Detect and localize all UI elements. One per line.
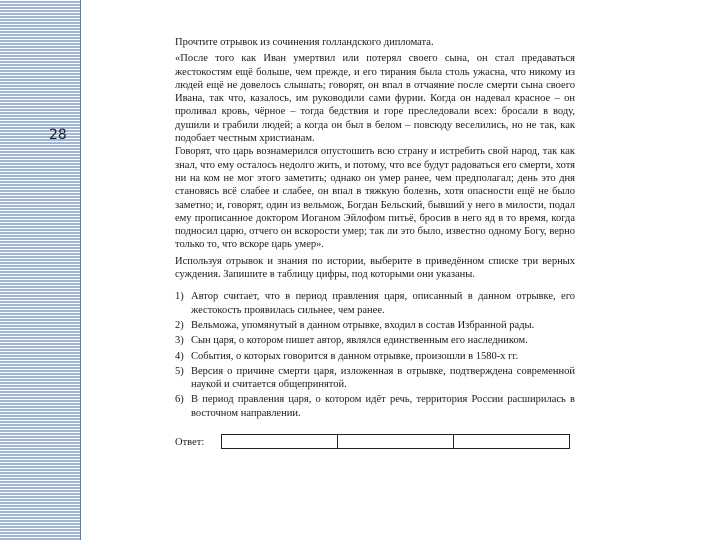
option-number: 2) <box>175 319 184 331</box>
option-number: 4) <box>175 350 184 362</box>
option-text: Сын царя, о котором пишет автор, являлся единственным его наследником. <box>191 335 528 347</box>
source-paragraph-1: «После того как Иван умертвил или потерял своего сына, он стал предаваться жестокостям ещё больше, чем прежде, и его тирания была столь ужасна, что никому из людей ещё не довелось слышать; говорят, он впал в отчаяние после смерти сына своего Ивана, так что, казалось, им руководили сами фурии. Когда он надевал красное – он проливал кровь, чёрное – тогда бедствия и горе преследовали всех: бросали в воду, душили и грабили людей; а когда он был в белом – повсюду веселились, но не так, как подобает честным христианам. <box>175 53 575 145</box>
answer-option <box>175 350 575 363</box>
answer-table <box>221 434 570 449</box>
option-text: События, о которых говорится в данном отрывке, произошли в 1580-х гг. <box>191 350 519 362</box>
option-number: 6) <box>175 394 184 406</box>
option-number: 5) <box>175 365 184 377</box>
answer-option <box>175 334 575 347</box>
option-text: Версия о причине смерти царя, изложенная в отрывке, подтверждена современной наукой и считается общепринятой. <box>191 365 575 391</box>
answer-cell-3[interactable] <box>454 435 570 449</box>
option-number: 1) <box>175 291 184 303</box>
option-text: Вельможа, упомянутый в данном отрывке, входил в состав Избранной рады. <box>191 319 535 331</box>
answer-option <box>175 290 575 317</box>
source-paragraph-2: Говорят, что царь вознамерился опустошить всю страну и истребить свой народ, так как знал, что ему осталось недолго жить, и потому, что все будут радоваться его смерти, хотя ни на ком не мог этого заметить; однако он умер ранее, чем предполагал; день это дня становясь всё слабее и слабее, он впал в тяжкую болезнь, хотя опасности ещё не было заметно; и, говорят, один из вельмож, Богдан Бельский, бывший у него в милости, подал ему прописанное доктором Иоганом Эйлофом питьё, бросив в него яд в то время, когда подносил царю, отчего он вскорости умер; так ли это было, известно одному Богу, верно только то, что вскоре царь умер». <box>175 146 575 251</box>
answer-options-list <box>175 290 575 420</box>
option-text: Автор считает, что в период правления царя, описанный в данном отрывке, его жестокость проявилась сильнее, чем ранее. <box>191 291 575 316</box>
answer-cell-1[interactable] <box>222 435 338 449</box>
answer-label: Ответ: <box>175 436 205 448</box>
task-instructions: Используя отрывок и знания по истории, выберите в приведённом списке три верных суждения. Запишите в таблицу цифры, под которыми они указаны. <box>175 255 575 281</box>
option-number: 3) <box>175 335 184 347</box>
task-document <box>175 36 575 449</box>
option-text: В период правления царя, о котором идёт речь, территория России расширилась в восточном направлении. <box>191 394 575 419</box>
vertical-divider <box>80 0 81 540</box>
answer-option <box>175 319 575 332</box>
decorative-stripe-band <box>0 0 80 540</box>
answer-row <box>175 434 575 449</box>
answer-cell-2[interactable] <box>338 435 454 449</box>
answer-option <box>175 365 575 392</box>
slide-number: 28 <box>49 127 67 143</box>
answer-option <box>175 393 575 420</box>
task-title: Прочтите отрывок из сочинения голландского дипломата. <box>175 37 434 48</box>
